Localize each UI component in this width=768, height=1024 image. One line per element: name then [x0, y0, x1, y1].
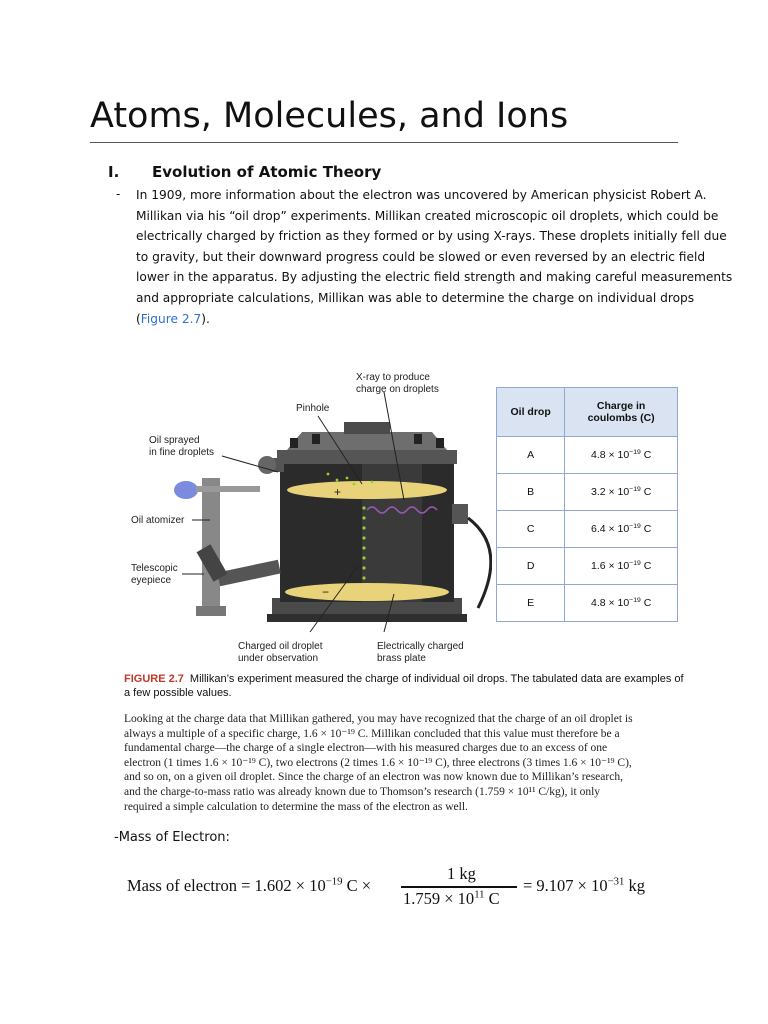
rhs-text: = 9.107 × 10 — [523, 876, 608, 895]
label-oil-line1: Oil sprayed — [149, 435, 200, 446]
figure-caption — [124, 672, 684, 700]
eyepiece — [197, 544, 228, 581]
lid-cap — [344, 422, 390, 434]
excerpt-line: Looking at the charge data that Millikan gathered, you may have recognized that the charge of an oil droplet is — [124, 713, 633, 725]
table-row — [497, 474, 678, 511]
charge-unit: C — [640, 449, 652, 461]
atomizer-base — [196, 606, 226, 616]
caption-text: Millikan’s experiment measured the charge of individual oil drops. The tabulated data are examples of a few possible values. — [124, 673, 684, 699]
lhs-text: Mass of electron = 1.602 × 10 — [127, 876, 326, 895]
fraction-denominator — [403, 889, 500, 909]
table-header-row — [497, 388, 678, 437]
label-oil-line2: in fine droplets — [149, 447, 215, 458]
excerpt-line: always a multiple of a specific charge, 1.6 × 10⁻¹⁹ C. Millikan concluded that this value must therefore be a — [124, 727, 620, 740]
label-xray-line1: X-ray to produce — [356, 372, 430, 383]
paragraph-line: Millikan via his “oil drop” experiments. Millikan created microscopic oil droplets, which could be — [136, 208, 719, 223]
atomizer-tube — [196, 486, 260, 492]
paragraph-line: lower in the apparatus. By adjusting the electric field strength and making careful measurements — [136, 270, 733, 285]
chamber-lid — [277, 450, 457, 464]
label-drop-line1: Charged oil droplet — [238, 641, 323, 652]
page-title: Atoms, Molecules, and Ions — [90, 96, 569, 136]
label-oil-sprayed — [149, 435, 214, 459]
paragraph-line: electrically charged by friction as they formed or by using X-rays. These droplets initially fell due — [136, 229, 727, 244]
atomizer-stand — [202, 478, 220, 610]
table-row — [497, 548, 678, 585]
charge-cell — [565, 585, 678, 622]
drop-cell: D — [497, 548, 565, 585]
lhs-tail: C × — [342, 876, 372, 895]
den-tail: C — [484, 889, 500, 908]
table-row — [497, 437, 678, 474]
charge-unit: C — [640, 560, 652, 572]
col-oil-drop: Oil drop — [497, 388, 565, 437]
millikan-figure — [122, 360, 680, 670]
section-title: Evolution of Atomic Theory — [152, 163, 382, 181]
drop-cell: B — [497, 474, 565, 511]
intro-paragraph — [136, 185, 733, 329]
charge-unit: C — [640, 486, 652, 498]
fraction-numerator: 1 kg — [447, 864, 476, 883]
charge-mantissa: 3.2 × 10 — [590, 486, 630, 498]
section-number: I. — [108, 163, 120, 181]
table-row — [497, 511, 678, 548]
charge-cell — [565, 474, 678, 511]
charge-table — [496, 387, 678, 622]
charge-mantissa: 4.8 × 10 — [590, 597, 630, 609]
minus-sign: − — [322, 585, 330, 599]
den-text: 1.759 × 10 — [403, 889, 475, 908]
charge-mantissa: 6.4 × 10 — [590, 523, 630, 535]
paragraph-line-last — [136, 309, 684, 330]
charge-unit: C — [640, 523, 652, 535]
fraction-bar — [401, 886, 517, 888]
xray-port — [452, 504, 468, 524]
label-pinhole: Pinhole — [296, 403, 330, 414]
equation-rhs — [523, 876, 645, 896]
label-telescope — [131, 563, 178, 587]
charge-exponent: −19 — [629, 596, 641, 604]
lid-top — [287, 432, 447, 450]
excerpt-line: required a simple calculation to determine the mass of the electron as well. — [124, 800, 468, 813]
excerpt-line: and the charge-to-mass ratio was already known due to Thomson’s research (1.759 × 10¹¹ C/kg), it only — [124, 785, 601, 798]
paragraph-line: and appropriate calculations, Millikan was able to determine the charge on individual drops — [136, 290, 695, 305]
label-xray — [356, 372, 439, 396]
lower-brass-plate — [285, 583, 449, 601]
paren-close: ). — [201, 311, 210, 326]
upper-brass-plate — [287, 481, 447, 499]
drop-cell: A — [497, 437, 565, 474]
title-underline — [90, 142, 678, 143]
charge-cell — [565, 437, 678, 474]
col-charge — [565, 388, 678, 437]
charge-mantissa: 1.6 × 10 — [590, 560, 630, 572]
charge-exponent: −19 — [629, 559, 641, 567]
drop-cell: C — [497, 511, 565, 548]
charge-unit: C — [640, 597, 652, 609]
atomizer-bulb — [174, 481, 198, 499]
apparatus-foot — [267, 614, 467, 622]
label-atomizer: Oil atomizer — [131, 515, 185, 526]
figure-link[interactable]: Figure 2.7 — [140, 311, 202, 326]
charge-exponent: −19 — [629, 448, 641, 456]
spray-cap — [258, 456, 276, 474]
label-brass-plate — [377, 641, 464, 665]
charge-mantissa: 4.8 × 10 — [590, 449, 630, 461]
charge-cell — [565, 548, 678, 585]
excerpt-line: fundamental charge—the charge of a single electron—with his measured charges due to an excess of one — [124, 742, 608, 755]
textbook-excerpt — [124, 712, 684, 814]
plus-sign: + — [334, 485, 342, 499]
label-drop-line2: under observation — [238, 653, 319, 664]
col-charge-line2: coulombs (C) — [587, 412, 655, 424]
label-tele-line1: Telescopic — [131, 563, 178, 574]
excerpt-line: electron (1 times 1.6 × 10⁻¹⁹ C), two electrons (2 times 1.6 × 10⁻¹⁹ C), three electrons (3 times 1.6 × 10⁻¹⁹ C), — [124, 756, 632, 769]
equation-lhs — [127, 876, 371, 896]
lhs-exponent: −19 — [325, 875, 343, 888]
section-heading — [108, 163, 381, 181]
label-brass-line2: brass plate — [377, 653, 426, 664]
caption-label: FIGURE 2.7 — [124, 673, 184, 685]
charge-exponent: −19 — [629, 485, 641, 493]
drop-cell: E — [497, 585, 565, 622]
excerpt-line: and so on, on a given oil droplet. Since the charge of an electron was now known due to Millikan’s research, — [124, 771, 623, 784]
paragraph-line: to gravity, but their downward progress could be slowed or even reversed by an electric field — [136, 249, 706, 264]
paren-open: ( — [136, 311, 141, 326]
col-charge-line1: Charge in — [596, 400, 646, 412]
label-droplet — [238, 641, 323, 665]
cable — [468, 518, 491, 608]
label-brass-line1: Electrically charged — [377, 641, 464, 652]
rhs-exponent: −31 — [607, 875, 625, 888]
rhs-tail: kg — [624, 876, 646, 895]
charge-cell — [565, 511, 678, 548]
mass-of-electron-label: -Mass of Electron: — [114, 830, 230, 845]
den-exponent: 11 — [474, 888, 485, 901]
bullet-marker: - — [116, 187, 121, 201]
table-row — [497, 585, 678, 622]
label-tele-line2: eyepiece — [131, 575, 172, 586]
paragraph-line: In 1909, more information about the electron was uncovered by American physicist Robert A. — [136, 188, 707, 202]
label-xray-line2: charge on droplets — [356, 384, 439, 395]
charge-exponent: −19 — [629, 522, 641, 530]
